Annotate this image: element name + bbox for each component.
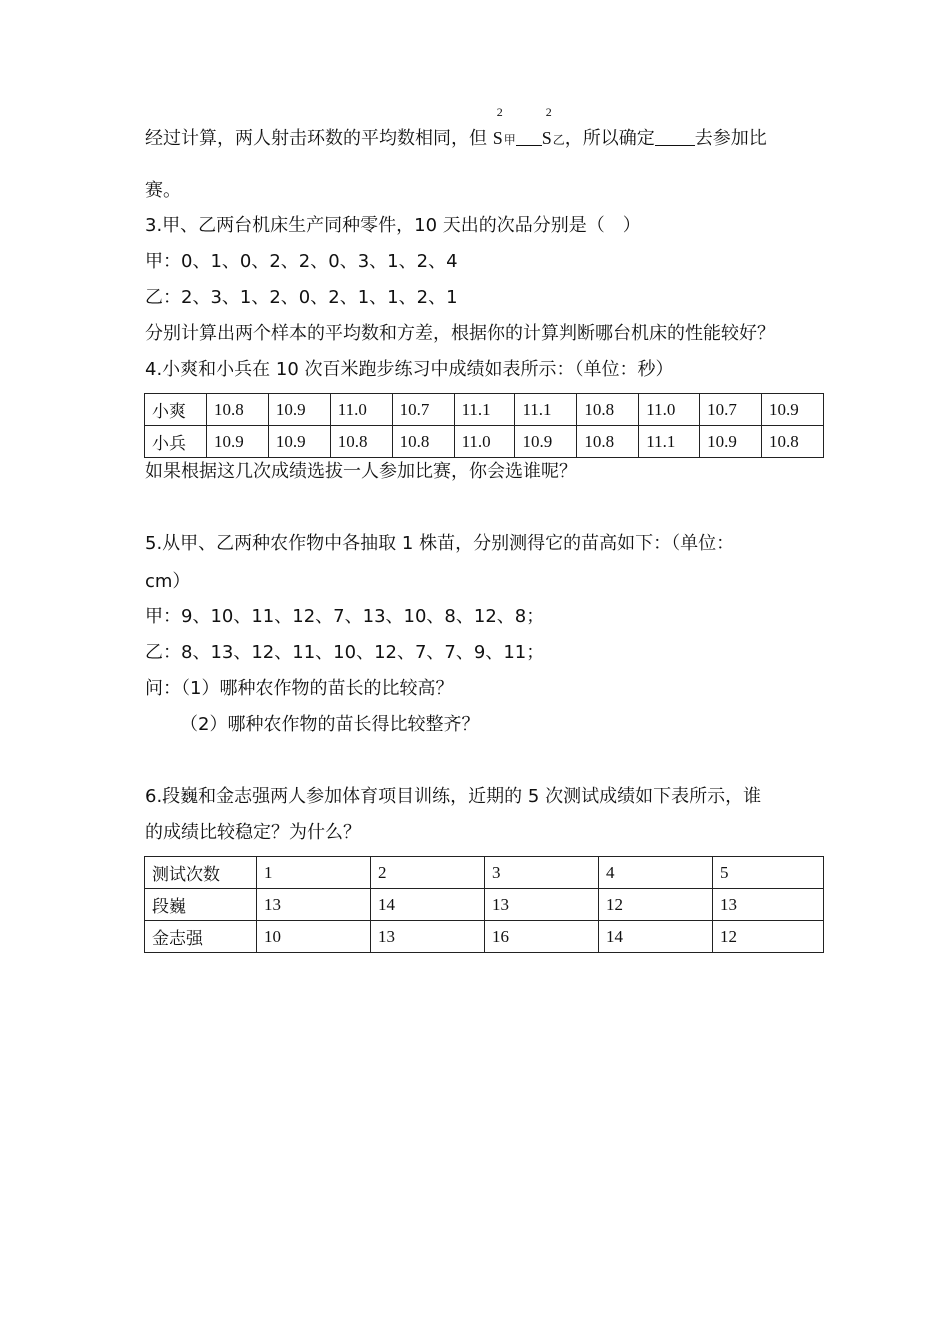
s-squared-jia: S 2 甲 <box>492 105 516 148</box>
q5-ask-1: 问：（1）哪种农作物的苗长的比较高？ <box>145 678 454 699</box>
q3-title: 3.甲、乙两台机床生产同种零件，10 天出的次品分别是（ ） <box>145 215 641 236</box>
row-name: 小兵 <box>145 426 207 458</box>
q5-ask-2: （2）哪种农作物的苗长得比较整齐？ <box>180 714 480 735</box>
table-cell: 10.7 <box>392 394 454 426</box>
table-cell: 10.9 <box>515 426 577 458</box>
table-cell: 10.8 <box>761 426 823 458</box>
header-cell: 2 <box>371 857 485 889</box>
table-cell: 14 <box>371 889 485 921</box>
q5-title: 5.从甲、乙两种农作物中各抽取 1 株苗，分别测得它的苗高如下：（单位： <box>145 533 735 554</box>
table-cell: 13 <box>257 889 371 921</box>
q6-table <box>144 856 824 953</box>
table-cell: 11.0 <box>330 394 392 426</box>
answer-blank-person[interactable] <box>655 127 695 146</box>
table-cell: 10.8 <box>577 394 639 426</box>
table-cell: 11.1 <box>515 394 577 426</box>
table-cell: 11.0 <box>454 426 515 458</box>
table-cell: 11.0 <box>639 394 700 426</box>
table-cell: 16 <box>485 921 599 953</box>
table-row <box>145 426 824 458</box>
q4-title: 4.小爽和小兵在 10 次百米跑步练习中成绩如表所示：（单位：秒） <box>145 359 674 380</box>
q3-yi-data: 乙：2、3、1、2、0、2、1、1、2、1 <box>145 287 458 308</box>
row-name: 金志强 <box>145 921 257 953</box>
q2-line-1 <box>145 105 767 152</box>
header-cell: 1 <box>257 857 371 889</box>
table-cell: 10.9 <box>268 426 330 458</box>
table-cell: 13 <box>485 889 599 921</box>
header-cell: 测试次数 <box>145 857 257 889</box>
row-name: 段巍 <box>145 889 257 921</box>
q5-unit: cm） <box>145 571 191 592</box>
q3-question: 分别计算出两个样本的平均数和方差，根据你的计算判断哪台机床的性能较好？ <box>145 323 775 344</box>
table-cell: 10.9 <box>207 426 269 458</box>
header-cell: 4 <box>599 857 713 889</box>
q3-jia-data: 甲：0、1、0、2、2、0、3、1、2、4 <box>145 251 458 272</box>
q4-question: 如果根据这几次成绩选拔一人参加比赛，你会选谁呢？ <box>145 461 577 482</box>
table-cell: 13 <box>371 921 485 953</box>
table-cell: 10 <box>257 921 371 953</box>
q2-text-c: 去参加比 <box>694 128 767 149</box>
header-cell: 5 <box>713 857 824 889</box>
table-cell: 12 <box>713 921 824 953</box>
table-header-row <box>145 857 824 889</box>
q4-table <box>144 393 824 458</box>
q2-line-2: 赛。 <box>145 180 181 201</box>
table-row <box>145 921 824 953</box>
table-row <box>145 889 824 921</box>
table-cell: 12 <box>599 889 713 921</box>
answer-blank-compare[interactable] <box>516 127 542 146</box>
q6-title-2: 的成绩比较稳定？为什么？ <box>145 822 361 843</box>
q5-jia-data: 甲：9、10、11、12、7、13、10、8、12、8； <box>145 606 545 627</box>
table-cell: 10.8 <box>577 426 639 458</box>
row-name: 小爽 <box>145 394 207 426</box>
table-cell: 10.9 <box>700 426 762 458</box>
table-cell: 10.9 <box>268 394 330 426</box>
table-cell: 11.1 <box>454 394 515 426</box>
q2-text-a: 经过计算，两人射击环数的平均数相同，但 <box>145 128 493 149</box>
table-cell: 10.8 <box>392 426 454 458</box>
table-row <box>145 394 824 426</box>
table-cell: 11.1 <box>639 426 700 458</box>
q5-yi-data: 乙：8、13、12、11、10、12、7、7、9、11； <box>145 642 545 663</box>
q6-title-1: 6.段巍和金志强两人参加体育项目训练，近期的 5 次测试成绩如下表所示，谁 <box>145 786 762 807</box>
header-cell: 3 <box>485 857 599 889</box>
table-cell: 10.9 <box>761 394 823 426</box>
table-cell: 14 <box>599 921 713 953</box>
table-cell: 10.7 <box>700 394 762 426</box>
s-squared-yi: S 2 乙 <box>541 105 565 148</box>
table-cell: 13 <box>713 889 824 921</box>
table-cell: 10.8 <box>207 394 269 426</box>
table-cell: 10.8 <box>330 426 392 458</box>
q2-text-b: ，所以确定 <box>564 128 655 149</box>
